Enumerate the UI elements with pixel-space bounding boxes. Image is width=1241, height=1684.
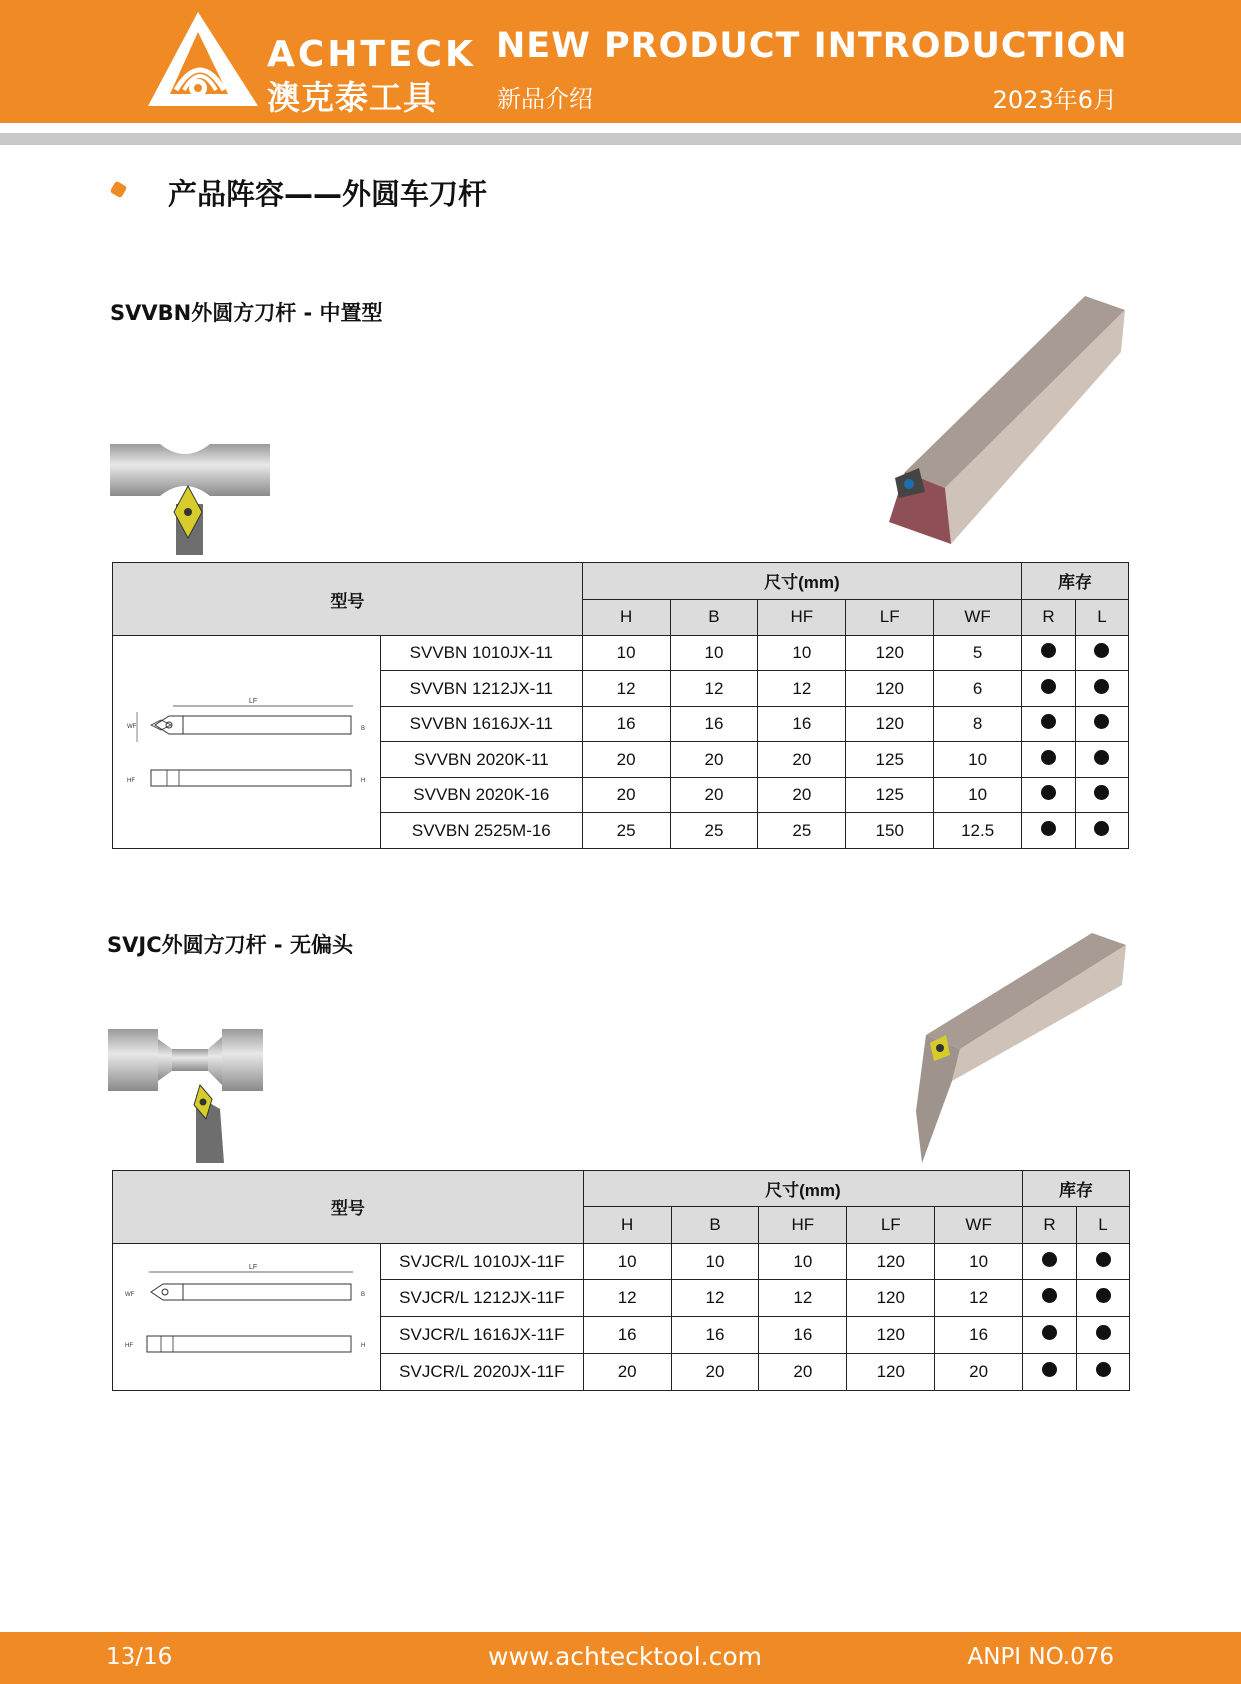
model-cell: SVJCR/L 1212JX-11F: [380, 1280, 583, 1317]
column-header-b: B: [671, 1207, 759, 1243]
model-cell: SVJCR/L 2020JX-11F: [380, 1354, 583, 1391]
cell-b: 10: [671, 1243, 759, 1280]
svvbn-spec-table: [112, 562, 1129, 849]
cell-hf: 12: [759, 1280, 847, 1317]
column-header-r: R: [1023, 1207, 1077, 1243]
cell-h: 12: [583, 1280, 671, 1317]
column-header-lf: LF: [846, 599, 934, 636]
achteck-logo-icon: [140, 10, 265, 110]
drawing-label-h: H: [361, 1343, 366, 1350]
cell-h: 20: [582, 742, 670, 777]
model-cell: SVJCR/L 1010JX-11F: [380, 1243, 583, 1280]
in-stock-dot-icon: [1041, 643, 1056, 658]
cell-lf: 120: [846, 636, 934, 671]
cell-h: 25: [582, 813, 670, 849]
cell-hf: 16: [759, 1317, 847, 1354]
dimension-header: 尺寸(mm): [583, 1171, 1022, 1207]
stock-l-cell: [1077, 1280, 1130, 1317]
model-cell: SVJCR/L 1616JX-11F: [380, 1317, 583, 1354]
in-stock-dot-icon: [1042, 1325, 1057, 1340]
drawing-label-b: B: [361, 725, 366, 732]
stock-r-cell: [1022, 813, 1076, 849]
stock-l-cell: [1075, 636, 1128, 671]
cell-hf: 12: [758, 671, 846, 706]
column-header-lf: LF: [847, 1207, 935, 1243]
cell-h: 20: [583, 1354, 671, 1391]
cell-lf: 120: [847, 1354, 935, 1391]
model-cell: SVVBN 2020K-11: [380, 742, 582, 777]
in-stock-dot-icon: [1041, 714, 1056, 729]
drawing-label-b: B: [361, 1292, 366, 1299]
stock-l-cell: [1075, 742, 1128, 777]
stock-r-cell: [1022, 671, 1076, 706]
drawing-label-wf: WF: [127, 723, 137, 730]
cell-wf: 10: [934, 777, 1022, 812]
cell-b: 25: [670, 813, 758, 849]
drawing-label-hf: HF: [127, 777, 136, 784]
cell-h: 16: [582, 706, 670, 741]
dimension-drawing-cell: [113, 1243, 381, 1390]
in-stock-dot-icon: [1096, 1288, 1111, 1303]
dimension-drawing-cell: [113, 636, 381, 849]
cell-wf: 8: [934, 706, 1022, 741]
svvbn-tool-holder-image: [885, 292, 1125, 552]
column-header-r: R: [1022, 599, 1076, 636]
cell-hf: 16: [758, 706, 846, 741]
column-header-b: B: [670, 599, 758, 636]
cell-b: 20: [670, 777, 758, 812]
stock-l-cell: [1075, 777, 1128, 812]
model-cell: SVVBN 2020K-16: [380, 777, 582, 812]
stock-r-cell: [1022, 636, 1076, 671]
model-cell: SVVBN 1616JX-11: [380, 706, 582, 741]
cell-wf: 12: [935, 1280, 1023, 1317]
stock-header: 库存: [1022, 563, 1129, 600]
workpiece-turning-illustration: [108, 1029, 263, 1163]
section-title: 产品阵容——外圆车刀杆: [168, 177, 488, 211]
cell-hf: 20: [758, 777, 846, 812]
header-subtitle: 新品介绍: [497, 85, 593, 113]
table-row: [113, 636, 1129, 671]
in-stock-dot-icon: [1094, 821, 1109, 836]
column-header-wf: WF: [935, 1207, 1023, 1243]
in-stock-dot-icon: [1042, 1252, 1057, 1267]
stock-l-cell: [1075, 813, 1128, 849]
in-stock-dot-icon: [1094, 785, 1109, 800]
cell-h: 16: [583, 1317, 671, 1354]
stock-r-cell: [1023, 1317, 1077, 1354]
cell-hf: 10: [758, 636, 846, 671]
stock-r-cell: [1023, 1280, 1077, 1317]
table-row: [113, 1243, 1130, 1280]
stock-l-cell: [1077, 1243, 1130, 1280]
in-stock-dot-icon: [1094, 750, 1109, 765]
cell-wf: 5: [934, 636, 1022, 671]
cell-b: 10: [670, 636, 758, 671]
column-header-l: L: [1075, 599, 1128, 636]
stock-l-cell: [1077, 1354, 1130, 1391]
cell-wf: 10: [934, 742, 1022, 777]
dimension-header: 尺寸(mm): [582, 563, 1021, 600]
cell-b: 12: [671, 1280, 759, 1317]
cell-wf: 20: [935, 1354, 1023, 1391]
cell-lf: 120: [847, 1317, 935, 1354]
cell-h: 10: [583, 1243, 671, 1280]
cell-lf: 120: [847, 1280, 935, 1317]
drawing-label-hf: HF: [125, 1343, 134, 1350]
website-link[interactable]: www.achtecktool.com: [488, 1642, 762, 1671]
column-header-l: L: [1077, 1207, 1130, 1243]
column-header-wf: WF: [934, 599, 1022, 636]
in-stock-dot-icon: [1096, 1325, 1111, 1340]
stock-r-cell: [1023, 1243, 1077, 1280]
in-stock-dot-icon: [1041, 821, 1056, 836]
stock-l-cell: [1075, 671, 1128, 706]
stock-r-cell: [1022, 742, 1076, 777]
cell-hf: 20: [759, 1354, 847, 1391]
model-cell: SVVBN 1010JX-11: [380, 636, 582, 671]
cell-wf: 16: [935, 1317, 1023, 1354]
in-stock-dot-icon: [1096, 1252, 1111, 1267]
svjc-dimension-drawing: [121, 1244, 371, 1384]
product-title-svjc: SVJC外圆方刀杆 - 无偏头: [107, 933, 353, 957]
cell-b: 20: [670, 742, 758, 777]
section-bullet-icon: [110, 181, 128, 199]
in-stock-dot-icon: [1042, 1362, 1057, 1377]
workpiece-turning-illustration: [110, 442, 270, 555]
in-stock-dot-icon: [1094, 643, 1109, 658]
header-divider: [0, 133, 1241, 145]
svjc-spec-table: [112, 1170, 1130, 1391]
cell-lf: 120: [846, 706, 934, 741]
cell-b: 12: [670, 671, 758, 706]
in-stock-dot-icon: [1041, 750, 1056, 765]
stock-l-cell: [1077, 1317, 1130, 1354]
drawing-label-lf: LF: [249, 1264, 258, 1272]
logo-wordmark: ACHTECK: [267, 34, 476, 75]
cell-wf: 12.5: [934, 813, 1022, 849]
cell-lf: 125: [846, 742, 934, 777]
product-title-svvbn: SVVBN外圆方刀杆 - 中置型: [110, 301, 383, 325]
logo-chinese-name: 澳克泰工具: [267, 78, 437, 117]
in-stock-dot-icon: [1041, 785, 1056, 800]
column-header-h: H: [583, 1207, 671, 1243]
cell-lf: 150: [846, 813, 934, 849]
svvbn-dimension-drawing: [121, 670, 371, 810]
model-header: 型号: [113, 563, 583, 636]
stock-r-cell: [1023, 1354, 1077, 1391]
in-stock-dot-icon: [1041, 679, 1056, 694]
stock-r-cell: [1022, 706, 1076, 741]
drawing-label-h: H: [361, 777, 366, 784]
model-header: 型号: [113, 1171, 584, 1244]
drawing-label-lf: LF: [249, 697, 258, 705]
cell-hf: 10: [759, 1243, 847, 1280]
cell-h: 10: [582, 636, 670, 671]
cell-lf: 120: [846, 671, 934, 706]
header-date: 2023年6月: [992, 86, 1117, 114]
stock-r-cell: [1022, 777, 1076, 812]
stock-l-cell: [1075, 706, 1128, 741]
cell-h: 12: [582, 671, 670, 706]
in-stock-dot-icon: [1094, 714, 1109, 729]
document-number: ANPI NO.076: [967, 1644, 1114, 1670]
drawing-label-wf: WF: [125, 1292, 135, 1299]
cell-b: 20: [671, 1354, 759, 1391]
header-title: NEW PRODUCT INTRODUCTION: [496, 26, 1128, 66]
cell-lf: 120: [847, 1243, 935, 1280]
cell-lf: 125: [846, 777, 934, 812]
cell-b: 16: [670, 706, 758, 741]
in-stock-dot-icon: [1096, 1362, 1111, 1377]
column-header-h: H: [582, 599, 670, 636]
column-header-hf: HF: [758, 599, 846, 636]
page-number: 13/16: [106, 1644, 173, 1670]
in-stock-dot-icon: [1094, 679, 1109, 694]
cell-wf: 6: [934, 671, 1022, 706]
model-cell: SVVBN 1212JX-11: [380, 671, 582, 706]
cell-hf: 20: [758, 742, 846, 777]
cell-h: 20: [582, 777, 670, 812]
in-stock-dot-icon: [1042, 1288, 1057, 1303]
cell-wf: 10: [935, 1243, 1023, 1280]
stock-header: 库存: [1023, 1171, 1130, 1207]
model-cell: SVVBN 2525M-16: [380, 813, 582, 849]
cell-b: 16: [671, 1317, 759, 1354]
svjc-tool-holder-image: [916, 931, 1128, 1163]
cell-hf: 25: [758, 813, 846, 849]
column-header-hf: HF: [759, 1207, 847, 1243]
